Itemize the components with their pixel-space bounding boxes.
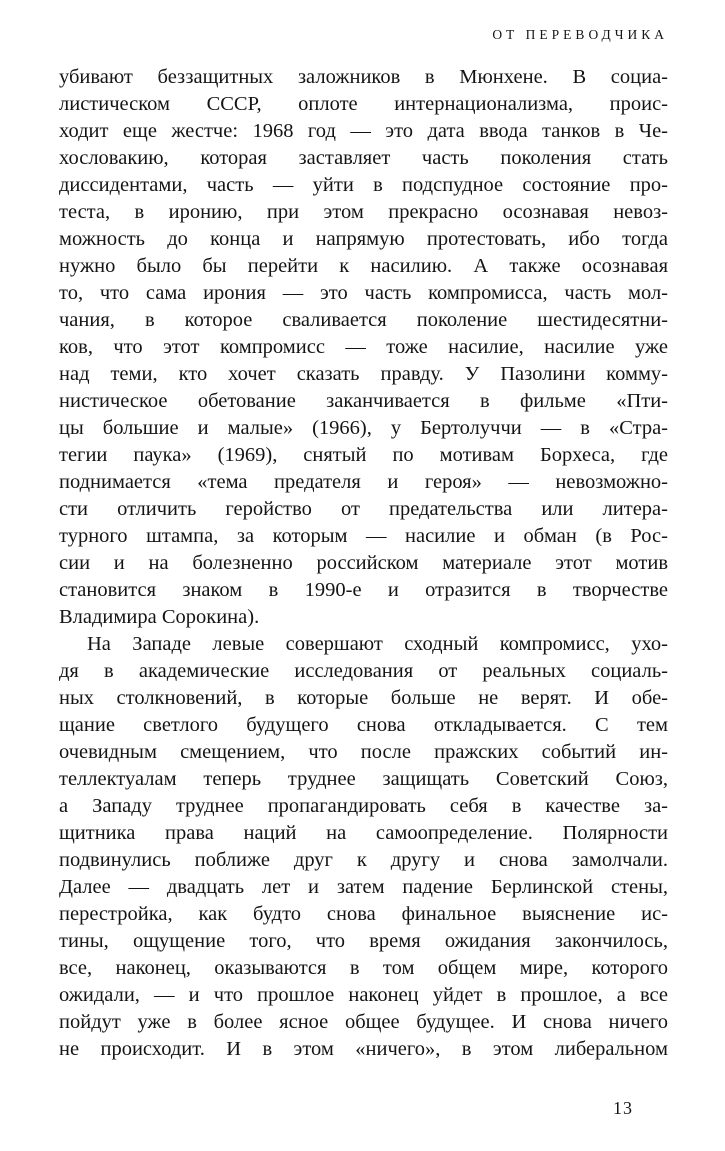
text-line: убивают беззащитных заложников в Мюнхене. В социа- — [59, 66, 668, 88]
text-line: ков, что этот компромисс — тоже насилие, насилие уже — [59, 336, 668, 358]
text-line: сти отличить геройство от предательства или литера- — [59, 498, 668, 520]
text-line: щание светлого будущего снова откладывается. С тем — [59, 714, 668, 736]
paragraph — [59, 64, 668, 631]
text-line: турного штампа, за которым — насилие и обман (в Рос- — [59, 525, 668, 547]
text-line: все, наконец, оказываются в том общем мире, которого — [59, 957, 668, 979]
text-line: тегии паука» (1969), снятый по мотивам Борхеса, где — [59, 444, 668, 466]
page-number: 13 — [613, 1098, 633, 1118]
paragraph — [59, 631, 668, 1063]
text-line: Владимира Сорокина). — [59, 606, 260, 628]
text-line: пойдут уже в более ясное общее будущее. И снова ничего — [59, 1011, 668, 1033]
text-line: становится знаком в 1990-е и отразится в творчестве — [59, 579, 668, 601]
text-line: тины, ощущение того, что время ожидания закончилось, — [59, 930, 668, 952]
text-line: теллектуалам теперь труднее защищать Советский Союз, — [59, 768, 668, 790]
text-line: теста, в иронию, при этом прекрасно осознавая невоз- — [59, 201, 668, 223]
text-line: диссидентами, часть — уйти в подспудное состояние про- — [59, 174, 668, 196]
text-line: ходит еще жестче: 1968 год — это дата ввода танков в Че- — [59, 120, 668, 142]
text-line: щитника права наций на самоопределение. Полярности — [59, 822, 668, 844]
text-line: поднимается «тема предателя и героя» — невозможно- — [59, 471, 668, 493]
text-line: чания, в которое сваливается поколение шестидесятни- — [59, 309, 668, 331]
text-line: ожидали, — и что прошлое наконец уйдет в прошлое, а все — [59, 984, 668, 1006]
text-line: над теми, кто хочет сказать правду. У Пазолини комму- — [59, 363, 668, 385]
text-line: не происходит. И в этом «ничего», в этом либеральном — [59, 1038, 668, 1060]
text-line: дя в академические исследования от реальных социаль- — [59, 660, 668, 682]
text-line: можность до конца и напрямую протестовать, ибо тогда — [59, 228, 668, 250]
text-line: перестройка, как будто снова финальное выяснение ис- — [59, 903, 668, 925]
text-line: хословакию, которая заставляет часть поколения стать — [59, 147, 668, 169]
text-line: ных столкновений, в которые больше не верят. И обе- — [59, 687, 668, 709]
running-header: ОТ ПЕРЕВОДЧИКА — [492, 27, 668, 42]
body-text — [59, 64, 668, 1063]
text-line: На Западе левые совершают сходный компромисс, ухо- — [87, 633, 668, 655]
text-line: то, что сама ирония — это часть компромисса, часть мол- — [59, 282, 668, 304]
text-line: нистическое обетование заканчивается в фильме «Пти- — [59, 390, 668, 412]
text-line: нужно было бы перейти к насилию. А также осознавая — [59, 255, 668, 277]
text-line: а Западу труднее пропагандировать себя в качестве за- — [59, 795, 668, 817]
text-line: цы большие и малые» (1966), у Бертолуччи — в «Стра- — [59, 417, 668, 439]
text-line: подвинулись поближе друг к другу и снова замолчали. — [59, 849, 668, 871]
text-line: листическом СССР, оплоте интернационализма, проис- — [59, 93, 668, 115]
text-line: сии и на болезненно российском материале этот мотив — [59, 552, 668, 574]
text-line: Далее — двадцать лет и затем падение Берлинской стены, — [59, 876, 668, 898]
text-line: очевидным смещением, что после пражских событий ин- — [59, 741, 668, 763]
